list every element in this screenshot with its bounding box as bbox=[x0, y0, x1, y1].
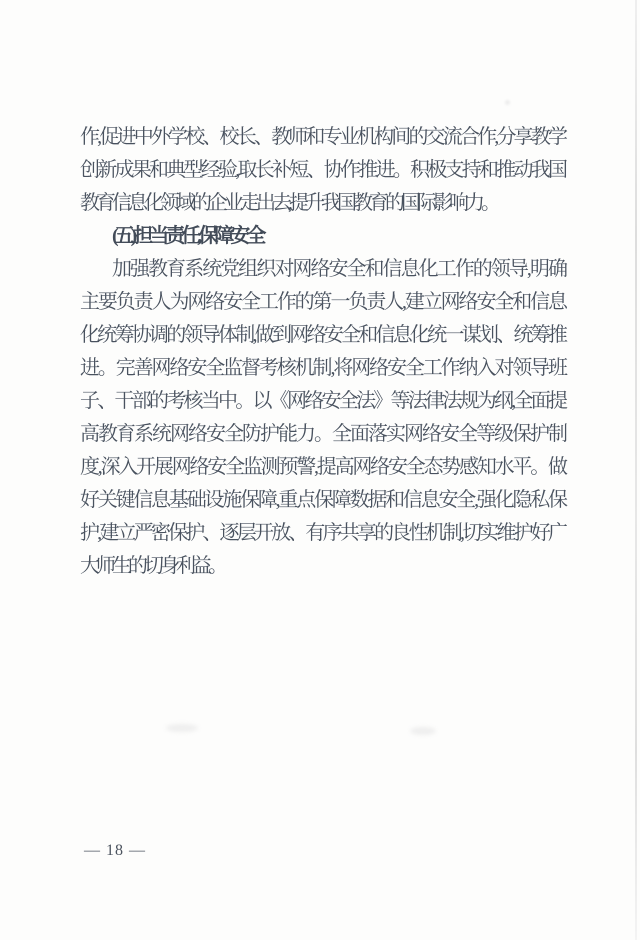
text-line: 加强教育系统党组织对网络安全和信息化工作的领导,明确 bbox=[112, 258, 564, 280]
text-line: 大师生的切身利益。 bbox=[80, 555, 224, 577]
scan-artifact bbox=[505, 100, 510, 105]
text-line: 子、干部的考核当中。以《网络安全法》等法律法规为纲,全面提 bbox=[80, 390, 564, 412]
text-line: 化统筹协调的领导体制,做到网络安全和信息化统一谋划、统筹推 bbox=[80, 324, 564, 346]
page-edge-shadow bbox=[635, 0, 637, 940]
text-line: 高教育系统网络安全防护能力。全面落实网络安全等级保护制 bbox=[80, 423, 564, 445]
text-line: 护,建立严密保护、逐层开放、有序共享的良性机制,切实维护好广 bbox=[80, 522, 564, 544]
text-line: 主要负责人为网络安全工作的第一负责人,建立网络安全和信息 bbox=[80, 291, 564, 313]
text-line: 度,深入开展网络安全监测预警,提高网络安全态势感知水平。做 bbox=[80, 456, 564, 478]
text-line: 进。完善网络安全监督考核机制,将网络安全工作纳入对领导班 bbox=[80, 357, 564, 379]
text-line: 教育信息化领域的企业走出去,提升我国教育的国际影响力。 bbox=[80, 192, 497, 214]
text-line: 好关键信息基础设施保障,重点保障数据和信息安全,强化隐私保 bbox=[80, 489, 564, 511]
text-line: 作,促进中外学校、校长、教师和专业机构间的交流合作,分享教学 bbox=[80, 126, 564, 148]
page-number: — 18 — bbox=[84, 842, 146, 859]
scan-artifact bbox=[166, 724, 198, 732]
body-text bbox=[80, 121, 564, 583]
scan-artifact bbox=[410, 727, 436, 735]
section-heading: (五)担当责任,保障安全 bbox=[112, 225, 263, 247]
text-line: 创新成果和典型经验,取长补短、协作推进。积极支持和推动我国 bbox=[80, 159, 564, 181]
